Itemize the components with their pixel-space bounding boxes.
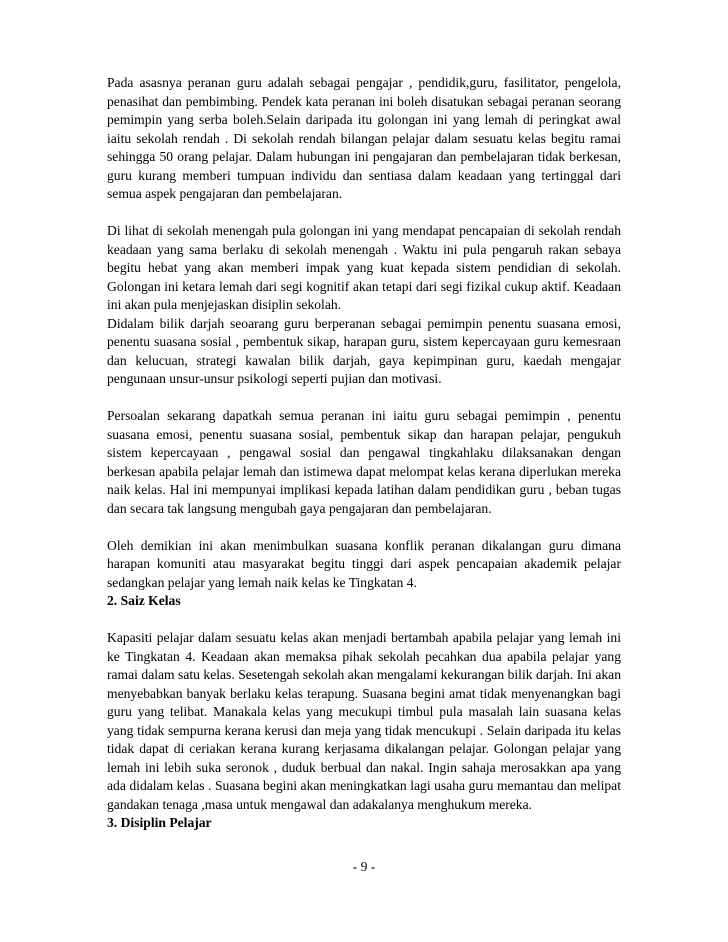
page-number: - 9 - bbox=[352, 859, 376, 874]
document-body bbox=[107, 74, 621, 833]
paragraph-role-conflict: Oleh demikian ini akan menimbulkan suasana konflik peranan dikalangan guru dimana harapan komuniti atau masyarakat begitu tinggi dari aspek pencapaian akademik pelajar sedangkan pelajar yang lemah naik kelas ke Tingkatan 4. bbox=[107, 537, 621, 590]
paragraph-teacher-roles: Pada asasnya peranan guru adalah sebagai pengajar , pendidik,guru, fasilitator, pengelola, penasihat dan pembimbing. Pendek kata peranan ini boleh disatukan sebagai peranan seorang pemimpin yang serba boleh.Selain daripada itu golongan ini yang lemah di peringkat awal iaitu sekolah rendah . Di sekolah rendah bilangan pelajar dalam sesuatu kelas begitu ramai sehingga 50 orang pelajar. Dalam hubungan ini pengajaran dan pembelajaran tidak berkesan, guru kurang memberi tumpuan individu dan sentiasa dalam keadaan yang tertinggal dari semua aspek pengajaran dan pembelajaran. bbox=[107, 75, 621, 201]
paragraph-class-capacity: Kapasiti pelajar dalam sesuatu kelas akan menjadi bertambah apabila pelajar yang lemah ini ke Tingkatan 4. Keadaan akan memaksa pihak sekolah pecahkan dua apabila pelajar yang ramai dalam satu kelas. Sesetengah sekolah akan mengalami kekurangan bilik darjah. Ini akan menyebabkan banyak berlaku kelas terapung. Suasana begini amat tidak menyenangkan bagi guru yang telibat. Manakala kelas yang mecukupi timbul pula masalah lain suasana kelas yang tidak sempurna kerana kerusi dan meja yang tidak mencukupi . Selain daripada itu kelas tidak dapat di ceriakan kerana kurang kerjasama dikalangan pelajar. Golongan pelajar yang lemah ini lebih suka seronok , duduk berbual dan nakal. Ingin sahaja merosakkan apa yang ada didalam kelas . Suasana begini akan meningkatkan lagi usaha guru memantau dan melipat gandakan tenaga ,masa untuk mengawal dan adakalanya menghukum mereka. bbox=[107, 630, 621, 812]
paragraph-question: Persoalan sekarang dapatkah semua peranan ini iaitu guru sebagai pemimpin , penentu suasana emosi, penentu suasana sosial, pembentuk sikap dan harapan pelajar, pengukuh sistem kepercayaan , pengawal sosial dan pengawal tingkahlaku dilaksanakan dengan berkesan apabila pelajar lemah dan istimewa dapat melompat kelas kerana diperlukan mereka naik kelas. Hal ini mempunyai implikasi kepada latihan dalam pendidikan guru , beban tugas dan secara tak langsung mengubah gaya pengajaran dan pembelajaran. bbox=[107, 408, 621, 516]
heading-class-size: 2. Saiz Kelas bbox=[107, 593, 181, 608]
paragraph-secondary-school: Di lihat di sekolah menengah pula golongan ini yang mendapat pencapaian di sekolah rendah keadaan yang sama berlaku di sekolah menengah . Waktu ini pula pengaruh rakan sebaya begitu hebat yang akan memberi impak yang kuat kepada sistem pendidian di sekolah. Golongan ini ketara lemah dari segi kognitif akan tetapi dari segi fizikal cukup aktif. Keadaan ini akan pula menjejaskan disiplin sekolah. bbox=[107, 223, 621, 312]
paragraph-classroom-leader: Didalam bilik darjah seoarang guru berperanan sebagai pemimpin penentu suasana emosi, penentu suasana sosial , pembentuk sikap, harapan guru, sistem kepercayaan guru kemesraan dan kelucuan, strategi kawalan bilik darjah, gaya kepimpinan guru, kaedah mengajar pengunaan unsur-unsur psikologi seperti pujian dan motivasi. bbox=[107, 315, 621, 386]
heading-student-discipline: 3. Disiplin Pelajar bbox=[107, 815, 212, 830]
